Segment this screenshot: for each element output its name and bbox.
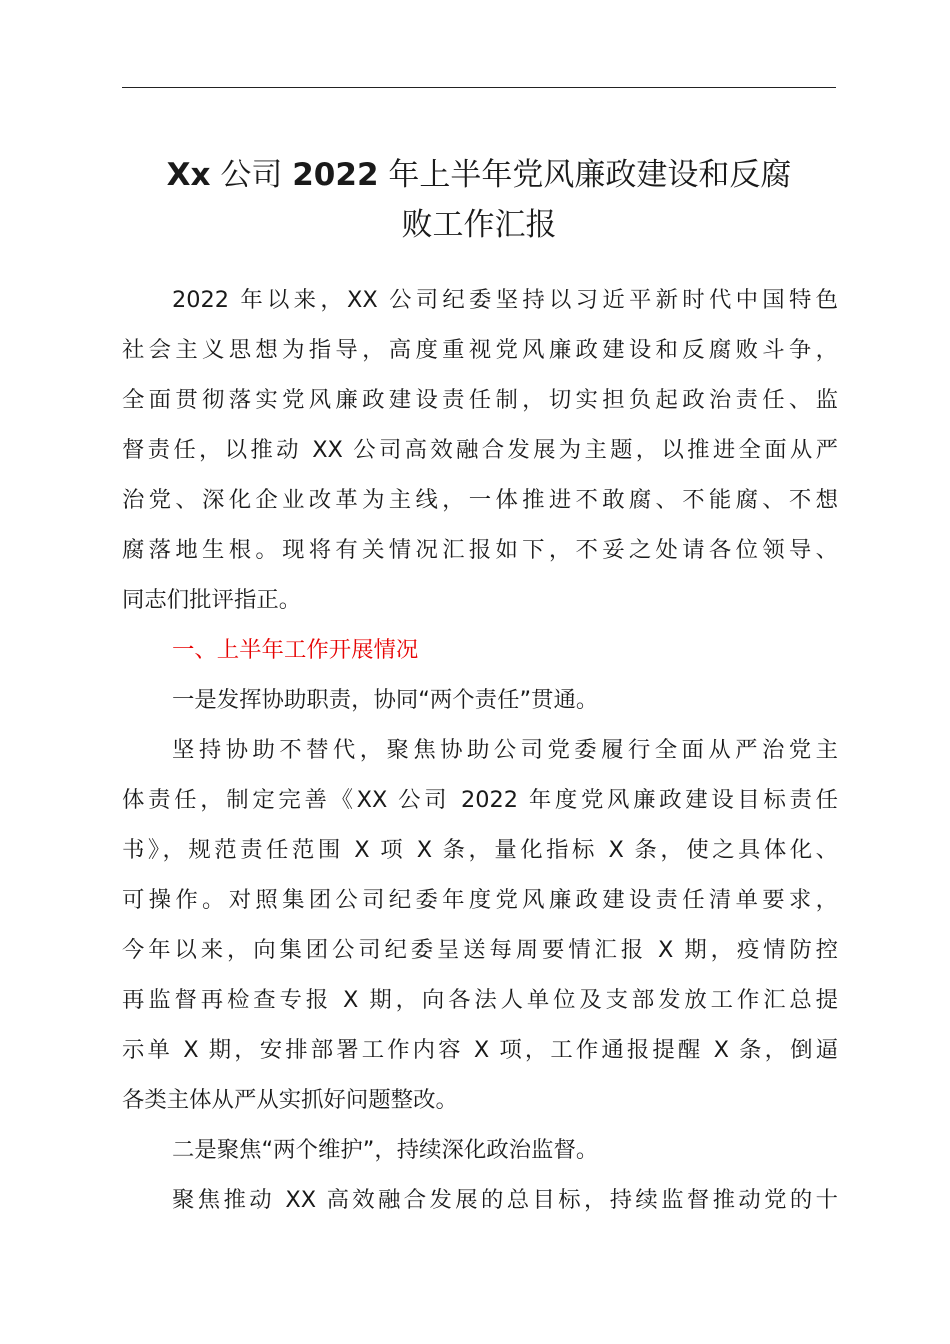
title-line-2: 败工作汇报 <box>401 207 557 243</box>
title-year: 2022 <box>292 157 379 193</box>
paragraph-line: 可操作。对照集团公司纪委年度党风廉政建设责任清单要求， <box>122 887 838 913</box>
paragraph-line: 社会主义思想为指导，高度重视党风廉政建设和反腐败斗争， <box>122 337 838 363</box>
paragraph-line: 腐落地生根。现将有关情况汇报如下，不妥之处请各位领导、 <box>122 537 838 563</box>
paragraph-line: 体责任，制定完善《XX 公司 2022 年度党风廉政建设目标责任 <box>122 787 838 813</box>
paragraph-line: 再监督再检查专报 X 期，向各法人单位及支部发放工作汇总提 <box>122 987 838 1013</box>
intro-paragraph <box>122 275 838 625</box>
paragraph-line: 今年以来，向集团公司纪委呈送每周要情汇报 X 期，疫情防控 <box>122 937 838 963</box>
title-subject: 年上半年党风廉政建设和反腐 <box>378 157 792 193</box>
paragraph-line: 书》，规范责任范围 X 项 X 条，量化指标 X 条，使之具体化、 <box>122 837 838 863</box>
header-rule <box>122 87 836 88</box>
paragraph-line: 坚持协助不替代，聚焦协助公司党委履行全面从严治党主 <box>172 737 838 763</box>
paragraph-line: 同志们批评指正。 <box>122 587 302 613</box>
document-body <box>122 275 838 1225</box>
title-prefix: Xx <box>166 157 211 193</box>
paragraph-line: 督责任，以推动 XX 公司高效融合发展为主题，以推进全面从严 <box>122 437 838 463</box>
paragraph-line: 全面贯彻落实党风廉政建设责任制，切实担负起政治责任、监 <box>122 387 838 413</box>
title-company: 公司 <box>210 157 293 193</box>
item-2-heading: 二是聚焦“两个维护”，持续深化政治监督。 <box>172 1137 599 1163</box>
item-1-heading: 一是发挥协助职责，协同“两个责任”贯通。 <box>172 687 599 713</box>
paragraph-line: 2022 年以来，XX 公司纪委坚持以习近平新时代中国特色 <box>172 287 838 313</box>
paragraph-line: 各类主体从严从实抓好问题整改。 <box>122 1087 458 1113</box>
section-heading: 一、上半年工作开展情况 <box>172 637 419 663</box>
title-line-1 <box>110 150 848 200</box>
paragraph-line: 示单 X 期，安排部署工作内容 X 项，工作通报提醒 X 条，倒逼 <box>122 1037 838 1063</box>
item-1-paragraph <box>122 725 838 1125</box>
item-2-paragraph-start: 聚焦推动 XX 高效融合发展的总目标，持续监督推动党的十 <box>172 1187 838 1213</box>
paragraph-line: 治党、深化企业改革为主线，一体推进不敢腐、不能腐、不想 <box>122 487 838 513</box>
document-title <box>110 150 848 250</box>
